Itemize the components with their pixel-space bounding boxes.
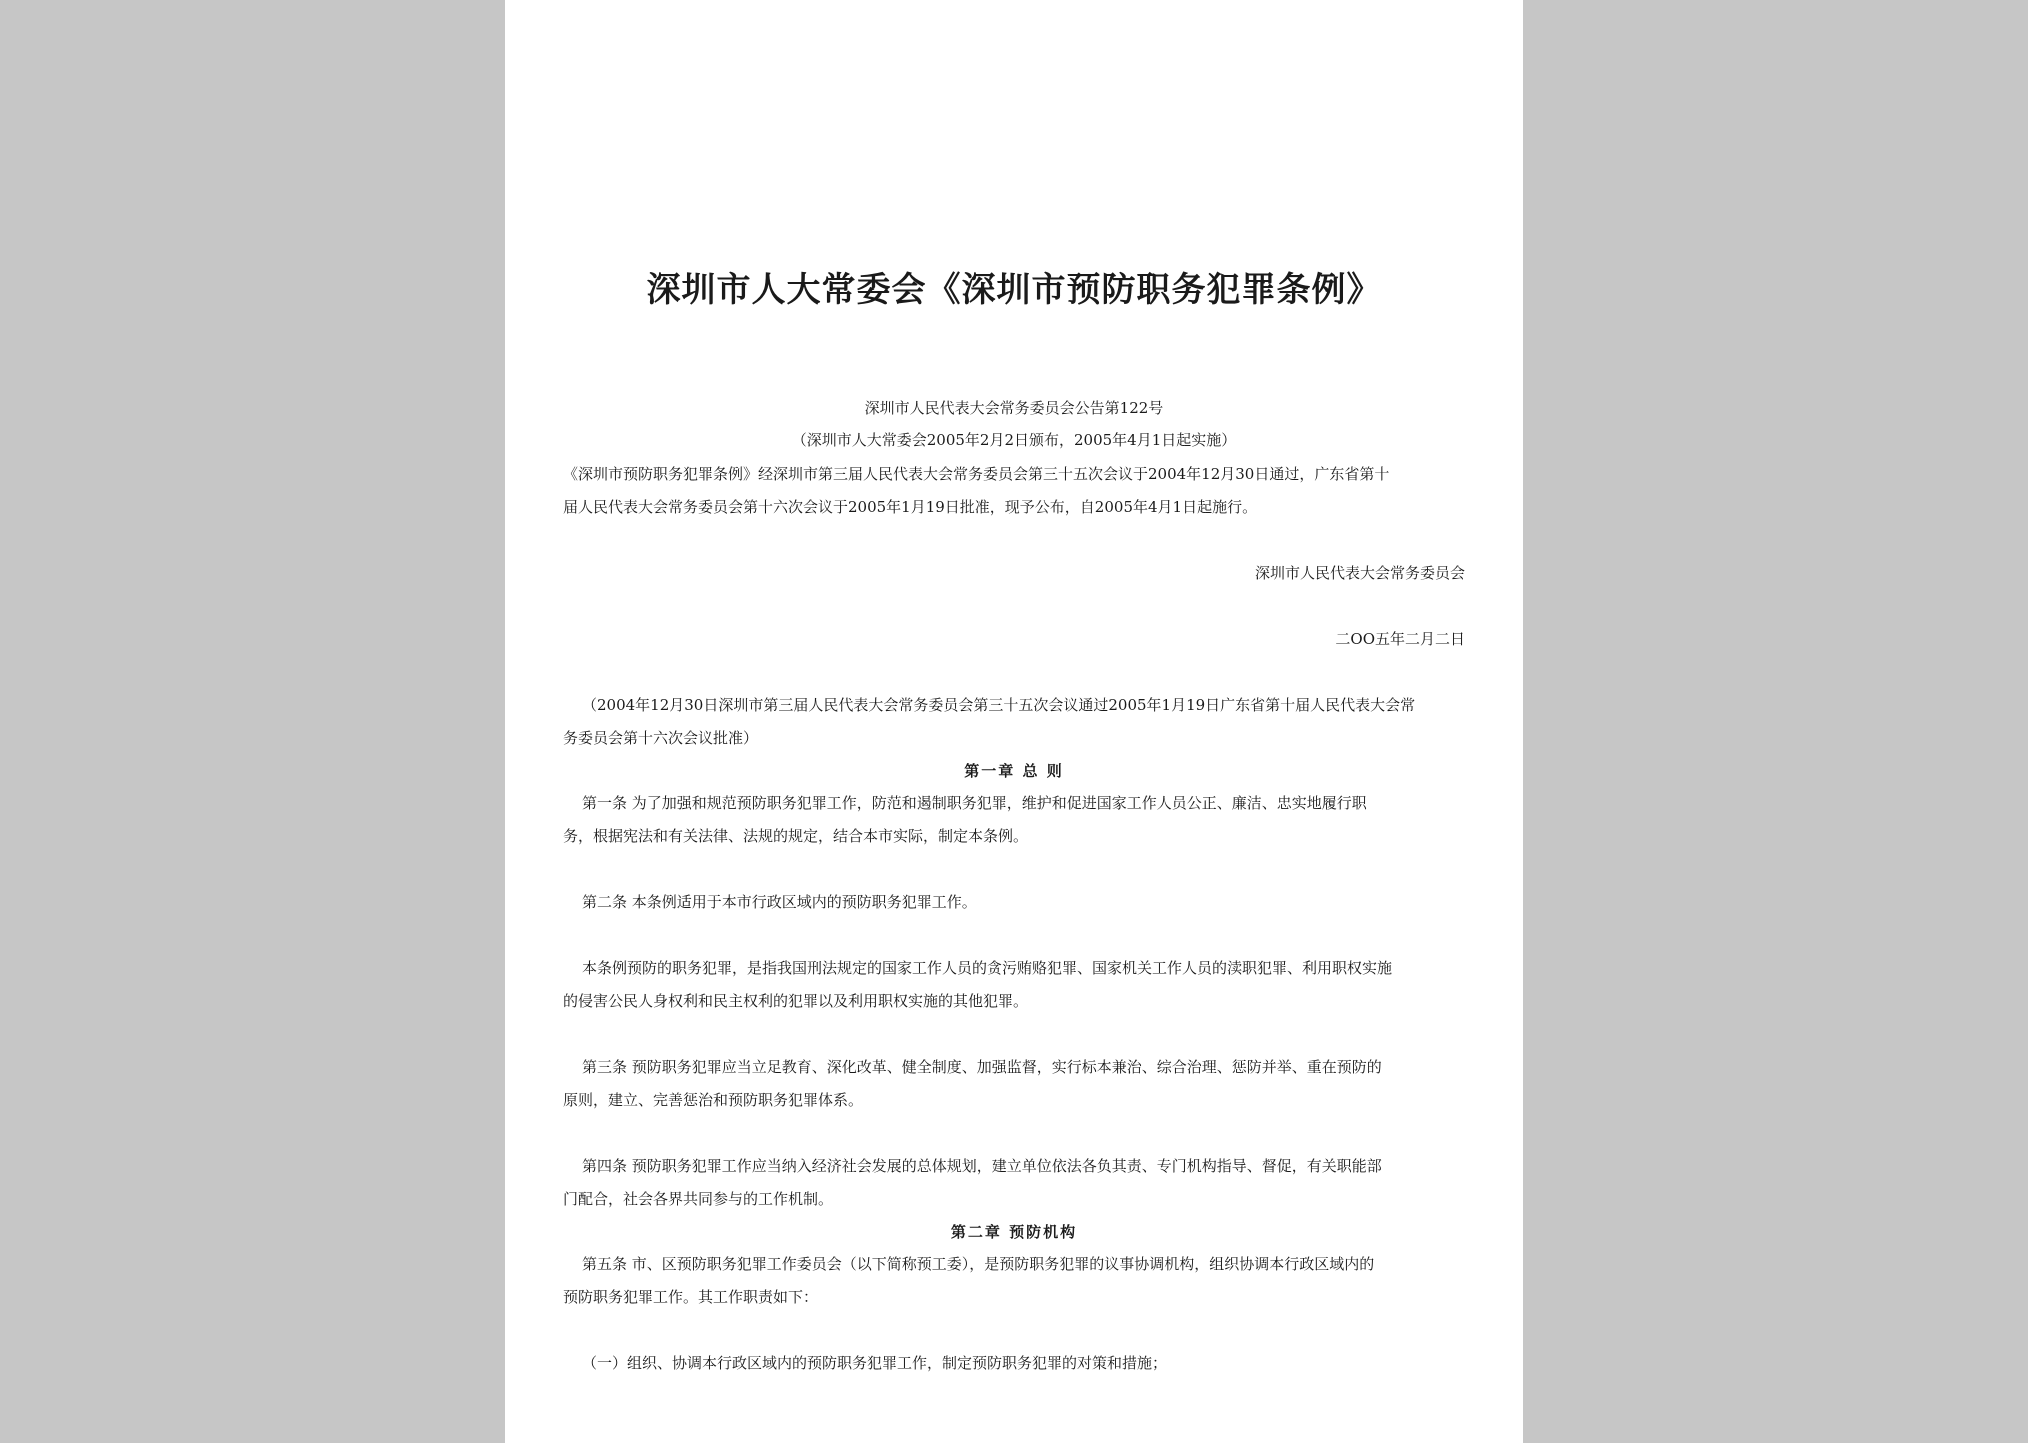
- article-1-line-2: 务，根据宪法和有关法律、法规的规定，结合本市实际，制定本条例。: [563, 827, 1029, 845]
- article-4-line-1: 第四条 预防职务犯罪工作应当纳入经济社会发展的总体规划，建立单位依法各负其责、专门机构指导、督促，有关职能部: [582, 1157, 1382, 1175]
- document-title: 深圳市人大常委会《深圳市预防职务犯罪条例》: [646, 270, 1382, 310]
- article-4-line-2: 门配合，社会各界共同参与的工作机制。: [563, 1190, 834, 1208]
- article-2: 第二条 本条例适用于本市行政区域内的预防职务犯罪工作。: [582, 893, 977, 911]
- preamble-line-1: 《深圳市预防职务犯罪条例》经深圳市第三届人民代表大会常务委员会第三十五次会议于2004年12月30日通过，广东省第十: [563, 465, 1390, 483]
- article-5-line-1: 第五条 市、区预防职务犯罪工作委员会（以下简称预工委），是预防职务犯罪的议事协调机构，组织协调本行政区域内的: [582, 1255, 1375, 1273]
- issuer: 深圳市人民代表大会常务委员会: [1254, 564, 1465, 582]
- article-5-item-1: （一）组织、协调本行政区域内的预防职务犯罪工作，制定预防职务犯罪的对策和措施；: [582, 1354, 1168, 1372]
- preamble-line-2: 届人民代表大会常务委员会第十六次会议于2005年1月19日批准，现予公布，自2005年4月1日起施行。: [563, 498, 1258, 516]
- article-1-line-1: 第一条 为了加强和规范预防职务犯罪工作，防范和遏制职务犯罪，维护和促进国家工作人员公正、廉洁、忠实地履行职: [582, 794, 1367, 812]
- chapter-2-heading: 第二章 预防机构: [950, 1223, 1078, 1241]
- document-page: [505, 0, 1523, 1443]
- article-2b-line-1: 本条例预防的职务犯罪，是指我国刑法规定的国家工作人员的贪污贿赂犯罪、国家机关工作人员的渎职犯罪、利用职权实施: [582, 959, 1393, 977]
- promulgation-note: （深圳市人大常委会2005年2月2日颁布，2005年4月1日起实施）: [791, 431, 1237, 449]
- approval-line-1: （2004年12月30日深圳市第三届人民代表大会常务委员会第三十五次会议通过2005年1月19日广东省第十届人民代表大会常: [582, 696, 1416, 714]
- article-2b-line-2: 的侵害公民人身权利和民主权利的犯罪以及利用职权实施的其他犯罪。: [563, 992, 1029, 1010]
- notice-number: 深圳市人民代表大会常务委员会公告第122号: [864, 399, 1164, 417]
- issue-date: 二OO五年二月二日: [1335, 630, 1465, 648]
- article-3-line-2: 原则，建立、完善惩治和预防职务犯罪体系。: [563, 1091, 864, 1109]
- article-5-line-2: 预防职务犯罪工作。其工作职责如下：: [563, 1288, 819, 1306]
- article-3-line-1: 第三条 预防职务犯罪应当立足教育、深化改革、健全制度、加强监督，实行标本兼治、综合治理、惩防并举、重在预防的: [582, 1058, 1382, 1076]
- approval-line-2: 务委员会第十六次会议批准）: [563, 729, 759, 747]
- chapter-1-heading: 第一章 总 则: [964, 762, 1064, 780]
